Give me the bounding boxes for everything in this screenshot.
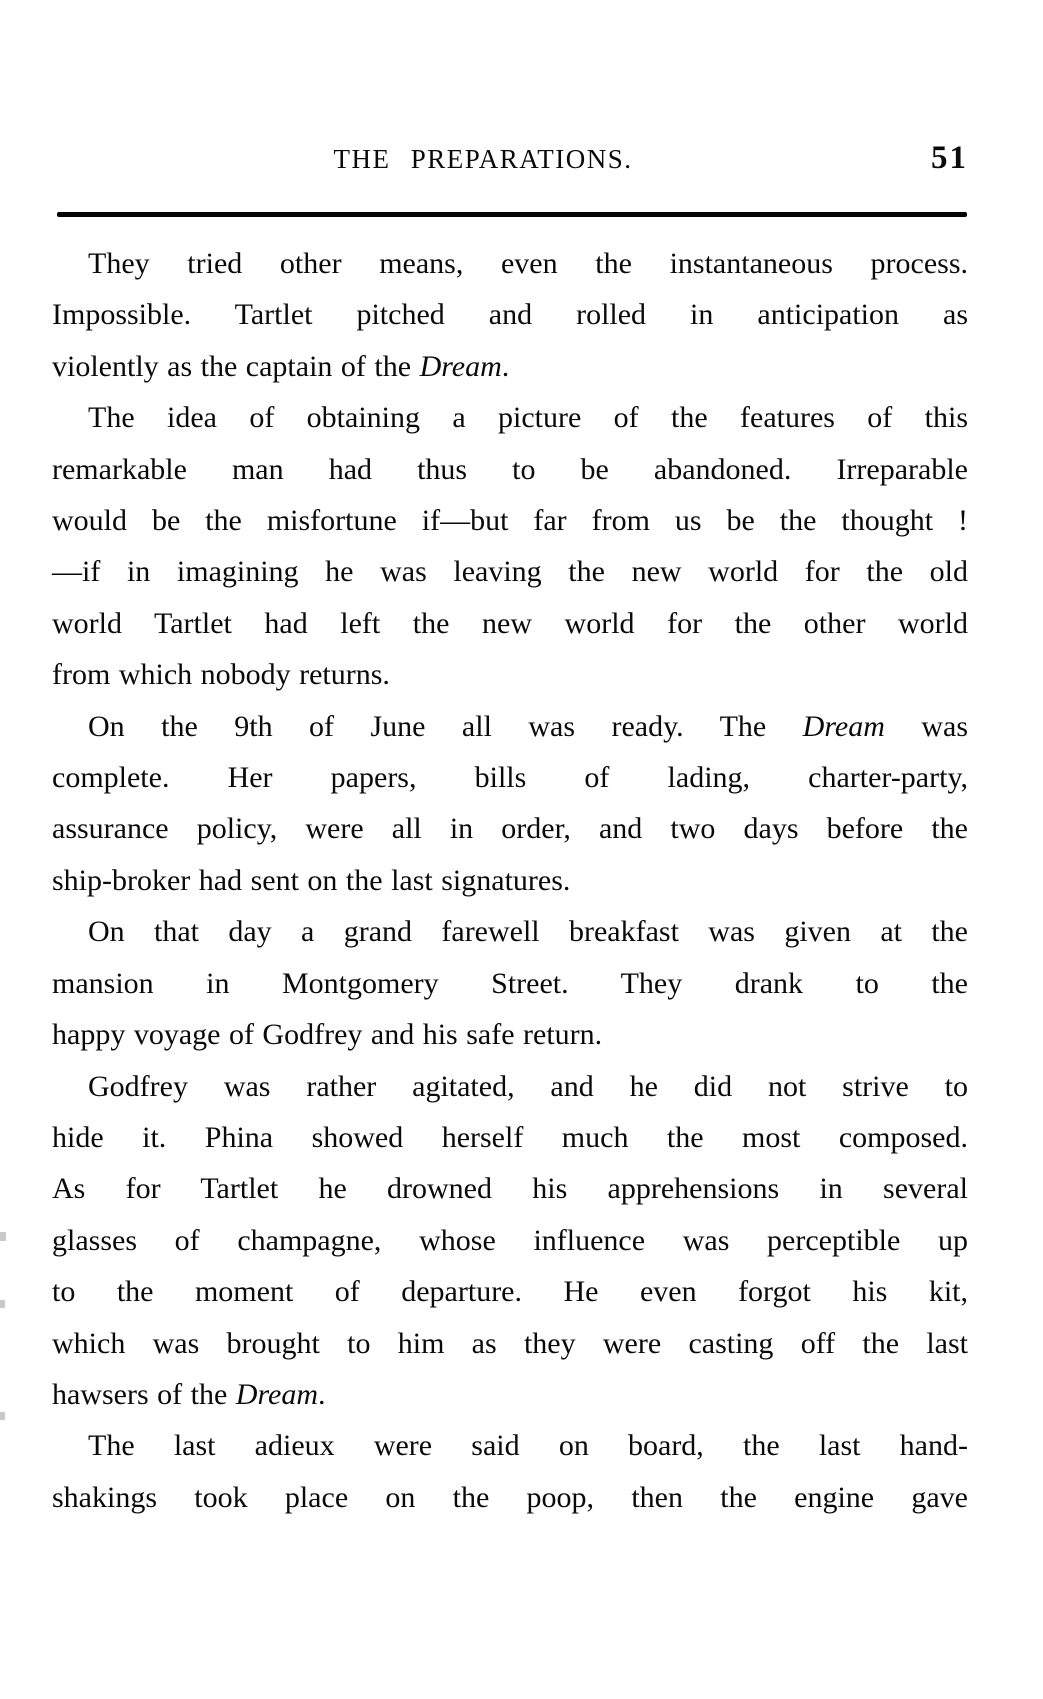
text-line (52, 752, 968, 803)
text-segment: would be the misfortune if—but far from us be the thought ! (52, 504, 968, 538)
text-line (52, 1369, 968, 1420)
text-segment: from which nobody returns. (52, 658, 390, 692)
text-line (52, 444, 968, 495)
text-line (52, 341, 968, 392)
text-line (52, 289, 968, 340)
paragraph (52, 238, 968, 392)
text-line (52, 238, 968, 289)
body-text (52, 238, 968, 1523)
paragraph (52, 1061, 968, 1421)
text-segment: which was brought to him as they were casting off the last (52, 1326, 968, 1360)
text-line (52, 1472, 968, 1523)
text-line (52, 1163, 968, 1214)
text-segment: Godfrey was rather agitated, and he did not strive to (88, 1069, 968, 1103)
text-line (52, 958, 968, 1009)
text-segment: remarkable man had thus to be abandoned. Irreparable (52, 452, 968, 486)
text-line (52, 649, 968, 700)
page-number: 51 (931, 140, 968, 176)
text-segment: complete. Her papers, bills of lading, charter-party, (52, 761, 968, 795)
paragraph (52, 906, 968, 1060)
text-segment: On that day a grand farewell breakfast was given at the (88, 915, 968, 949)
text-line (52, 803, 968, 854)
paragraph (52, 701, 968, 907)
text-line (52, 855, 968, 906)
text-segment: glasses of champagne, whose influence was perceptible up (52, 1223, 968, 1257)
text-segment: As for Tartlet he drowned his apprehensions in several (52, 1172, 968, 1206)
text-line (52, 1009, 968, 1060)
text-segment: —if in imagining he was leaving the new world for the old (52, 555, 968, 589)
text-line (52, 1215, 968, 1266)
header-rule (57, 212, 967, 217)
italic-text: Dream (235, 1377, 318, 1411)
text-segment: assurance policy, were all in order, and two days before the (52, 812, 968, 846)
text-line (52, 1112, 968, 1163)
text-segment: hide it. Phina showed herself much the most composed. (52, 1120, 968, 1154)
text-segment: The idea of obtaining a picture of the features of this (88, 401, 968, 435)
text-segment: mansion in Montgomery Street. They drank to the (52, 966, 968, 1000)
text-segment: The last adieux were said on board, the last hand- (88, 1429, 968, 1463)
text-line (52, 495, 968, 546)
text-line (52, 1318, 968, 1369)
text-line (52, 701, 968, 752)
text-line (52, 1266, 968, 1317)
italic-text: Dream (419, 349, 502, 383)
text-segment: world Tartlet had left the new world for the other world (52, 606, 968, 640)
text-segment: violently as the captain of the (52, 349, 420, 383)
text-segment: . (501, 349, 510, 383)
text-segment: Impossible. Tartlet pitched and rolled in anticipation as (52, 298, 968, 332)
paragraph (52, 392, 968, 700)
text-line (52, 598, 968, 649)
text-segment: On the 9th of June all was ready. The (88, 709, 803, 743)
text-segment: . (318, 1377, 326, 1411)
scan-artifact (0, 1232, 6, 1241)
scan-artifact (0, 1300, 5, 1308)
text-segment: hawsers of the (52, 1377, 236, 1411)
text-segment: They tried other means, even the instantaneous process. (88, 247, 968, 280)
page-header (52, 138, 968, 188)
running-title: THE PREPARATIONS. (333, 144, 633, 174)
text-line (52, 1420, 968, 1471)
text-segment: was (884, 709, 969, 743)
paragraph (52, 1420, 968, 1523)
text-segment: happy voyage of Godfrey and his safe return. (52, 1018, 603, 1052)
text-line (52, 392, 968, 443)
text-segment: ship-broker had sent on the last signatures. (52, 863, 571, 897)
text-line (52, 1061, 968, 1112)
text-line (52, 546, 968, 597)
italic-text: Dream (802, 709, 885, 743)
text-line (52, 906, 968, 957)
scan-artifact (0, 1412, 5, 1420)
text-segment: shakings took place on the poop, then the engine gave (52, 1480, 968, 1514)
text-segment: to the moment of departure. He even forgot his kit, (52, 1275, 968, 1309)
